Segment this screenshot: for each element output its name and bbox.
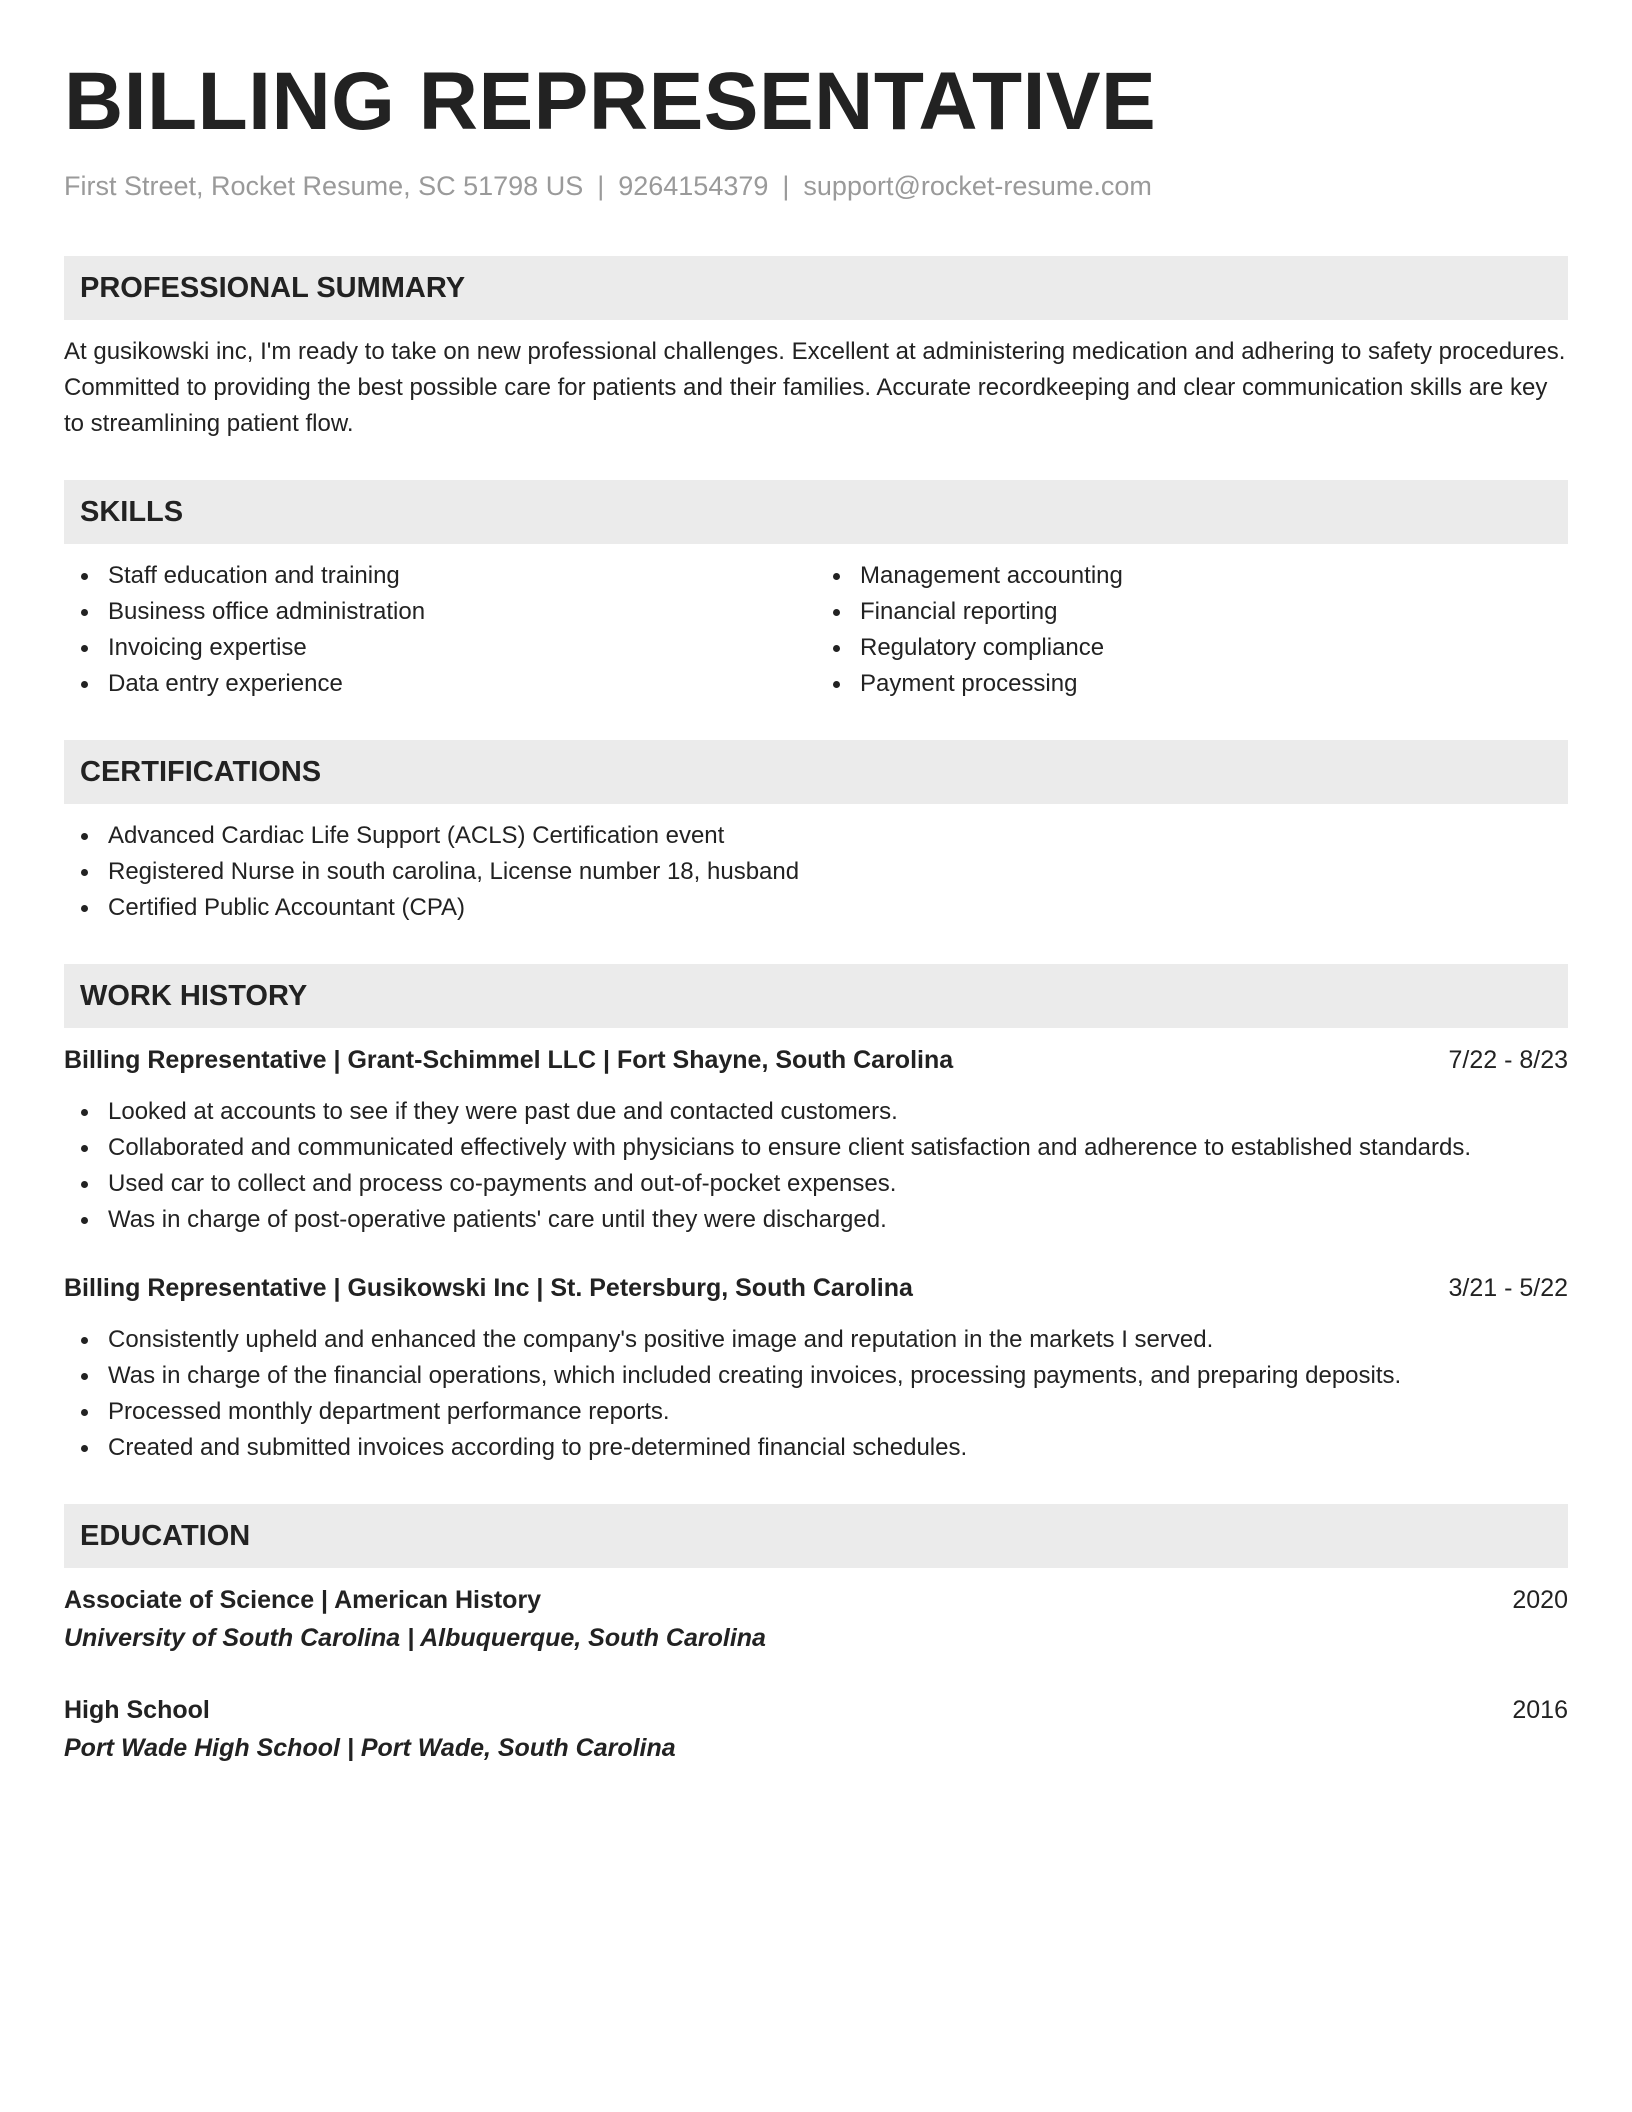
summary-text: At gusikowski inc, I'm ready to take on new professional challenges. Excellent at administering medication and adhering to safety procedures. Committed to providing the best possible care for patients and their families. Accurate recordkeeping and clear communication skills are key to streamlining patient flow. (64, 338, 1566, 437)
contact-separator: | (597, 171, 605, 201)
section-heading-skills: SKILLS (64, 480, 1568, 544)
contact-email: support@rocket-resume.com (803, 171, 1152, 201)
education-year: 2020 (1512, 1586, 1568, 1614)
skill-item: Payment processing (816, 666, 1568, 702)
contact-phone: 9264154379 (618, 171, 769, 201)
job-bullet: Processed monthly department performance reports. (64, 1394, 1568, 1430)
skill-item: Regulatory compliance (816, 630, 1568, 666)
skill-item: Invoicing expertise (64, 630, 816, 666)
contact-separator: | (782, 171, 790, 201)
skill-item: Staff education and training (64, 558, 816, 594)
job-bullet: Was in charge of the financial operations, which included creating invoices, processing payments, and preparing deposits. (64, 1358, 1568, 1394)
certification-item: Registered Nurse in south carolina, License number 18, husband (64, 854, 1568, 890)
job-bullet-list (64, 1094, 1568, 1238)
contact-line (64, 168, 1568, 204)
certification-item: Certified Public Accountant (CPA) (64, 890, 1568, 926)
job-bullet: Used car to collect and process co-payments and out-of-pocket expenses. (64, 1166, 1568, 1202)
job-title: Billing Representative | Grant-Schimmel LLC | Fort Shayne, South Carolina (64, 1046, 954, 1074)
resume-name: BILLING REPRESENTATIVE (64, 56, 1157, 147)
skills-column-right (816, 558, 1568, 702)
education-school: University of South Carolina | Albuquerque, South Carolina (64, 1624, 766, 1652)
job-bullet: Looked at accounts to see if they were past due and contacted customers. (64, 1094, 1568, 1130)
education-degree: High School (64, 1696, 210, 1724)
education-header (64, 1692, 1568, 1728)
education-degree: Associate of Science | American History (64, 1586, 542, 1614)
section-heading-education: EDUCATION (64, 1504, 1568, 1568)
education-header (64, 1582, 1568, 1618)
job-header (64, 1270, 1568, 1306)
section-heading-summary: PROFESSIONAL SUMMARY (64, 256, 1568, 320)
job-bullet: Collaborated and communicated effectively with physicians to ensure client satisfaction and adherence to established standards. (64, 1130, 1568, 1166)
skill-item: Financial reporting (816, 594, 1568, 630)
education-school: Port Wade High School | Port Wade, South Carolina (64, 1734, 676, 1762)
contact-address: First Street, Rocket Resume, SC 51798 US (64, 171, 584, 201)
skill-item: Data entry experience (64, 666, 816, 702)
job-header (64, 1042, 1568, 1078)
job-title: Billing Representative | Gusikowski Inc | St. Petersburg, South Carolina (64, 1274, 913, 1302)
skills-column-left (64, 558, 816, 702)
section-heading-work-history: WORK HISTORY (64, 964, 1568, 1028)
job-dates: 7/22 - 8/23 (1448, 1046, 1568, 1074)
skill-item: Business office administration (64, 594, 816, 630)
certifications-list (64, 818, 1568, 926)
section-heading-certifications: CERTIFICATIONS (64, 740, 1568, 804)
skills-list (64, 558, 1568, 702)
job-bullet: Consistently upheld and enhanced the company's positive image and reputation in the markets I served. (64, 1322, 1568, 1358)
job-bullet: Created and submitted invoices according to pre-determined financial schedules. (64, 1430, 1568, 1466)
job-bullet: Was in charge of post-operative patients' care until they were discharged. (64, 1202, 1568, 1238)
skill-item: Management accounting (816, 558, 1568, 594)
job-dates: 3/21 - 5/22 (1448, 1274, 1568, 1302)
job-bullet-list (64, 1322, 1568, 1466)
certification-item: Advanced Cardiac Life Support (ACLS) Certification event (64, 818, 1568, 854)
education-year: 2016 (1512, 1696, 1568, 1724)
